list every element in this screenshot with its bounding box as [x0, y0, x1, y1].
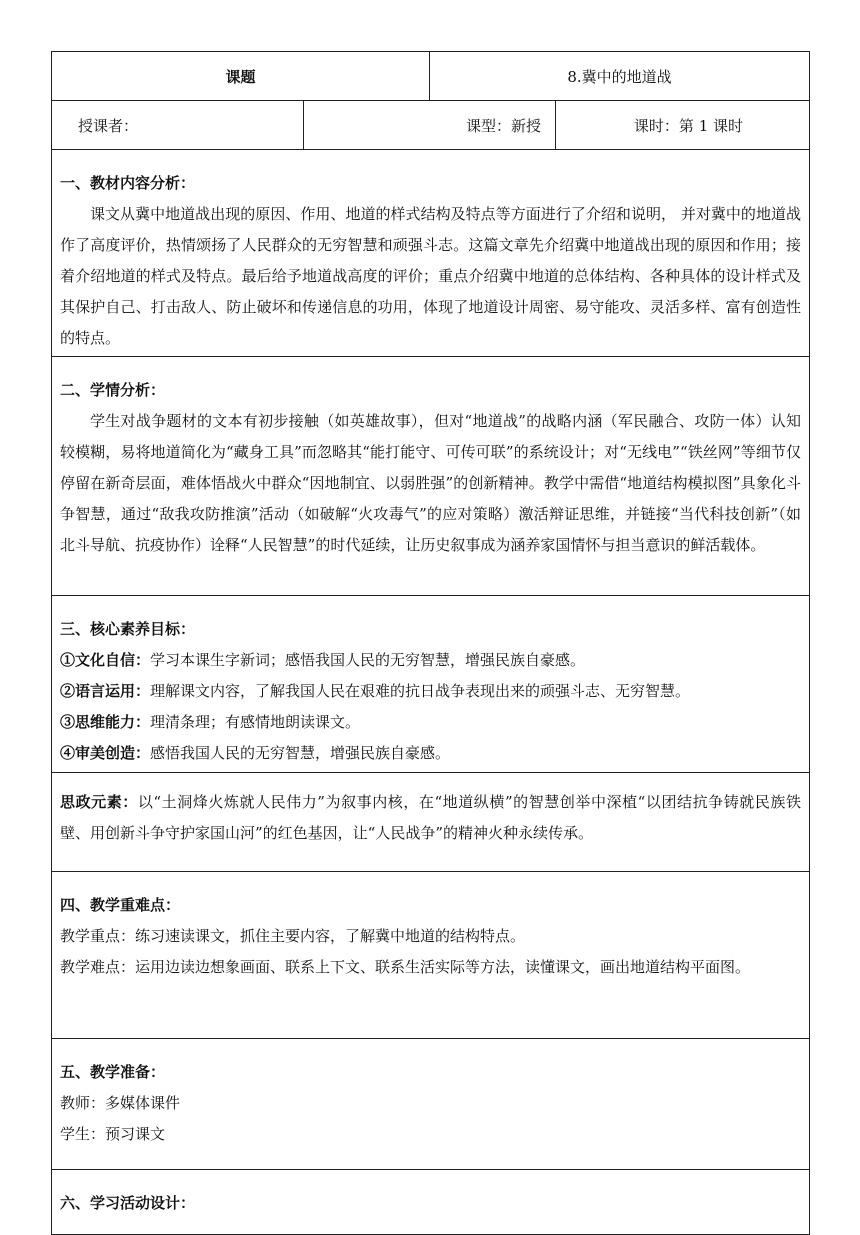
- goal-item: [60, 738, 801, 769]
- section-content-analysis: [52, 150, 810, 357]
- goal-label: ③思维能力：: [60, 713, 151, 731]
- lesson-plan-table: [51, 51, 810, 1235]
- topic-value: 8.冀中的地道战: [430, 52, 810, 101]
- difficulty-text: 教学难点：运用边读边想象画面、联系上下文、联系生活实际等方法，读懂课文，画出地道结构平面图。: [60, 958, 751, 976]
- section-core-goals: [52, 596, 810, 773]
- goal-item: [60, 645, 801, 676]
- section-title: 四、教学重难点：: [60, 896, 181, 914]
- lesson-plan: [51, 51, 809, 1235]
- section-sizheng: [52, 773, 810, 872]
- section-body: 课文从冀中地道战出现的原因、作用、地道的样式结构及特点等方面进行了介绍和说明， 并对冀中的地道战作了高度评价，热情颂扬了人民群众的无穷智慧和顽强斗志。这篇文章先介绍冀中地道战出现的原因和作用；接着介绍地道的样式及特点。最后给予地道战高度的评价；重点介绍冀中地道的总体结构、各种具体的设计样式及其保护自己、打击敌人、防止破坏和传递信息的功用，体现了地道设计周密、易守能攻、灵活多样、富有创造性的特点。: [60, 205, 802, 347]
- section-title: 三、核心素养目标：: [60, 620, 196, 638]
- section-title: 六、学习活动设计：: [60, 1194, 196, 1212]
- goal-item: [60, 676, 801, 707]
- goal-label: ④审美创造：: [60, 744, 151, 762]
- sizheng-text: 以“土洞烽火炼就人民伟力”为叙事内核，在“地道纵横”的智慧创举中深植“以团结抗争铸就民族铁壁、用创新斗争守护家国山河”的红色基因，让“人民战争”的精神火种永续传承。: [60, 793, 801, 842]
- topic-row: [52, 52, 810, 101]
- student-prep: 学生：预习课文: [60, 1125, 166, 1143]
- goal-label: ②语言运用：: [60, 682, 151, 700]
- section-activity-design: [52, 1170, 810, 1235]
- topic-label: 课题: [52, 52, 430, 101]
- section-title: 二、学情分析：: [60, 381, 166, 399]
- section-key-points: [52, 872, 810, 1039]
- goal-text: 理解课文内容，了解我国人民在艰难的抗日战争表现出来的顽强斗志、无穷智慧。: [150, 682, 691, 700]
- section-title: 五、教学准备：: [60, 1063, 166, 1081]
- section-body: 学生对战争题材的文本有初步接触（如英雄故事），但对“地道战”的战略内涵（军民融合、攻防一体）认知较模糊，易将地道简化为“藏身工具”而忽略其“能打能守、可传可联”的系统设计；对“无线电”“铁丝网”等细节仅停留在新奇层面，难体悟战火中群众“因地制宜、以弱胜强”的创新精神。教学中需借“地道结构模拟图”具象化斗争智慧，通过“敌我攻防推演”活动（如破解“火攻毒气”的应对策略）激活辩证思维，并链接“当代科技创新”（如北斗导航、抗疫协作）诠释“人民智慧”的时代延续，让历史叙事成为涵养家国情怀与担当意识的鲜活载体。: [60, 412, 802, 554]
- goal-item: [60, 707, 801, 738]
- goal-text: 感悟我国人民的无穷智慧，增强民族自豪感。: [150, 744, 451, 762]
- goal-text: 学习本课生字新词；感悟我国人民的无穷智慧，增强民族自豪感。: [150, 651, 586, 669]
- goal-label: ①文化自信：: [60, 651, 151, 669]
- lesson-type-cell: 课型：新授: [304, 101, 556, 150]
- section-preparation: [52, 1039, 810, 1170]
- sizheng-label: 思政元素：: [60, 793, 138, 811]
- section-title: 一、教材内容分析：: [60, 174, 196, 192]
- section-student-analysis: [52, 357, 810, 596]
- key-point-text: 教学重点：练习速读课文，抓住主要内容，了解冀中地道的结构特点。: [60, 927, 526, 945]
- meta-row: [52, 101, 810, 150]
- lesson-time-cell: 课时：第 1 课时: [556, 101, 810, 150]
- teacher-prep: 教师：多媒体课件: [60, 1094, 181, 1112]
- teacher-cell: 授课者：: [52, 101, 304, 150]
- goal-text: 理清条理；有感情地朗读课文。: [150, 713, 361, 731]
